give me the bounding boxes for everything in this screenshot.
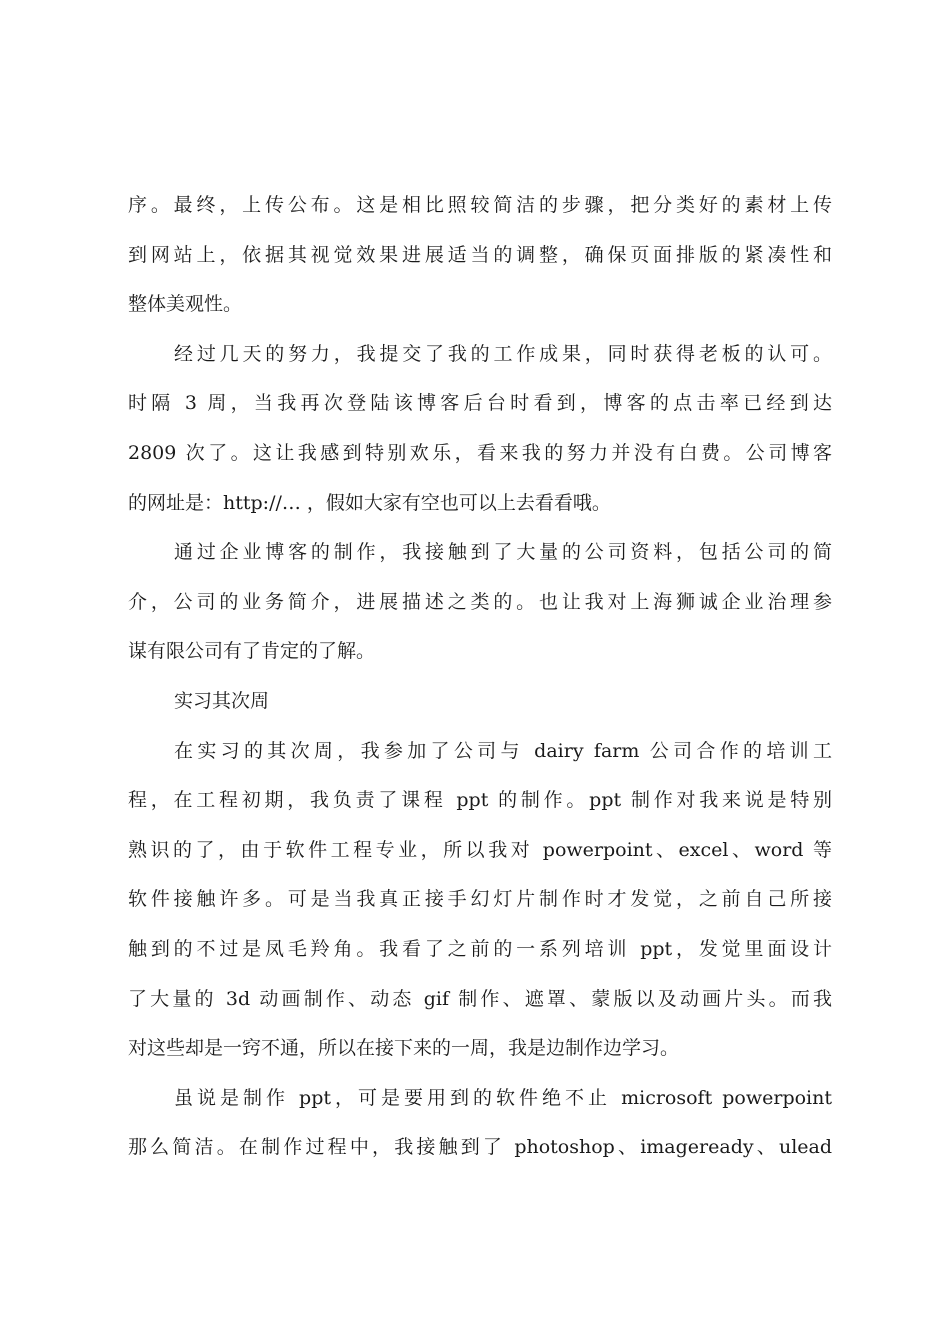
text-line: 触到的不过是凤毛羚角。我看了之前的一系列培训 ppt，发觉里面设计: [128, 937, 832, 960]
text-line: 经过几天的努力，我提交了我的工作成果，同时获得老板的认可。: [174, 342, 832, 365]
text-line: 那么简洁。在制作过程中，我接触到了 photoshop、imageready、ulead: [128, 1136, 832, 1159]
text-line: 时隔 3 周，当我再次登陆该博客后台时看到，博客的点击率已经到达: [128, 392, 832, 415]
text-line: 到网站上，依据其视觉效果进展适当的调整，确保页面排版的紧凑性和: [128, 243, 832, 266]
text-line: 序。最终，上传公布。这是相比照较简洁的步骤，把分类好的素材上传: [128, 194, 832, 216]
text-line: 程，在工程初期，我负责了课程 ppt 的制作。ppt 制作对我来说是特别: [128, 789, 832, 812]
text-line: 通过企业博客的制作，我接触到了大量的公司资料，包括公司的简: [174, 541, 832, 564]
text-line: 2809 次了。这让我感到特别欢乐，看来我的努力并没有白费。公司博客: [128, 441, 832, 464]
text-line: 整体美观性。: [128, 293, 243, 316]
text-line: 对这些却是一窍不通，所以在接下来的一周，我是边制作边学习。: [128, 1037, 680, 1060]
text-line: 虽说是制作 ppt，可是要用到的软件绝不止 microsoft powerpoint: [174, 1086, 832, 1109]
text-line: 介，公司的业务简介，进展描述之类的。也让我对上海狮诚企业治理参: [128, 590, 832, 613]
text-line: 谋有限公司有了肯定的了解。: [128, 640, 376, 663]
text-line: 软件接触许多。可是当我真正接手幻灯片制作时才发觉，之前自己所接: [128, 888, 832, 911]
document-body: [128, 181, 832, 1173]
text-line: 熟识的了，由于软件工程专业，所以我对 powerpoint、excel、word 等: [128, 838, 832, 861]
text-line: 在实习的其次周，我参加了公司与 dairy farm 公司合作的培训工: [174, 739, 832, 762]
text-line: 了大量的 3d 动画制作、动态 gif 制作、遮罩、蒙版以及动画片头。而我: [128, 987, 832, 1010]
section-heading: 实习其次周: [174, 689, 270, 712]
text-line: 的网址是：http://… ，假如大家有空也可以上去看看哦。: [128, 491, 611, 514]
